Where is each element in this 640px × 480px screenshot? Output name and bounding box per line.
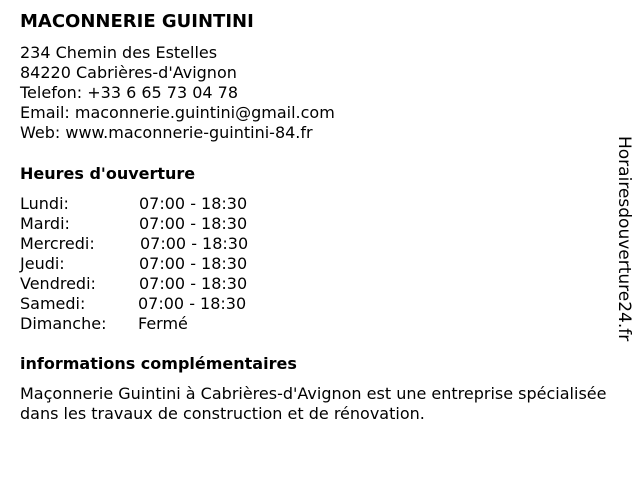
day-label: Mercredi:: [20, 234, 95, 253]
time-value: 07:00 - 18:30: [139, 214, 248, 233]
time-value: 07:00 - 18:30: [139, 254, 248, 273]
additional-info-heading: informations complémentaires: [20, 354, 297, 373]
time-value: 07:00 - 18:30: [138, 294, 247, 313]
day-label: Lundi:: [20, 194, 69, 213]
business-name: MACONNERIE GUINTINI: [20, 11, 254, 32]
additional-info-text: Maçonnerie Guintini à Cabrières-d'Avignon est une entreprise spécialisée dans les travaux de construction et de rénovation.: [20, 384, 607, 423]
address-city: 84220 Cabrières-d'Avignon: [20, 63, 237, 82]
watermark-text: Horairesdouverture24.fr: [614, 136, 634, 342]
opening-hours-heading: Heures d'ouverture: [20, 164, 196, 183]
time-value: Fermé: [138, 314, 188, 333]
day-label: Vendredi:: [20, 274, 96, 293]
day-label: Jeudi:: [20, 254, 65, 273]
day-label: Mardi:: [20, 214, 70, 233]
contact-block: [20, 43, 335, 143]
address-street: 234 Chemin des Estelles: [20, 43, 218, 62]
time-value: 07:00 - 18:30: [139, 194, 248, 213]
time-value: 07:00 - 18:30: [140, 234, 249, 253]
day-label: Samedi:: [20, 294, 86, 313]
email-text: Email: maconnerie.guintini@gmail.com: [20, 103, 335, 122]
website-text: Web: www.maconnerie-guintini-84.fr: [20, 123, 313, 142]
day-label: Dimanche:: [20, 314, 107, 333]
phone-text: Telefon: +33 6 65 73 04 78: [20, 83, 239, 102]
time-value: 07:00 - 18:30: [139, 274, 248, 293]
